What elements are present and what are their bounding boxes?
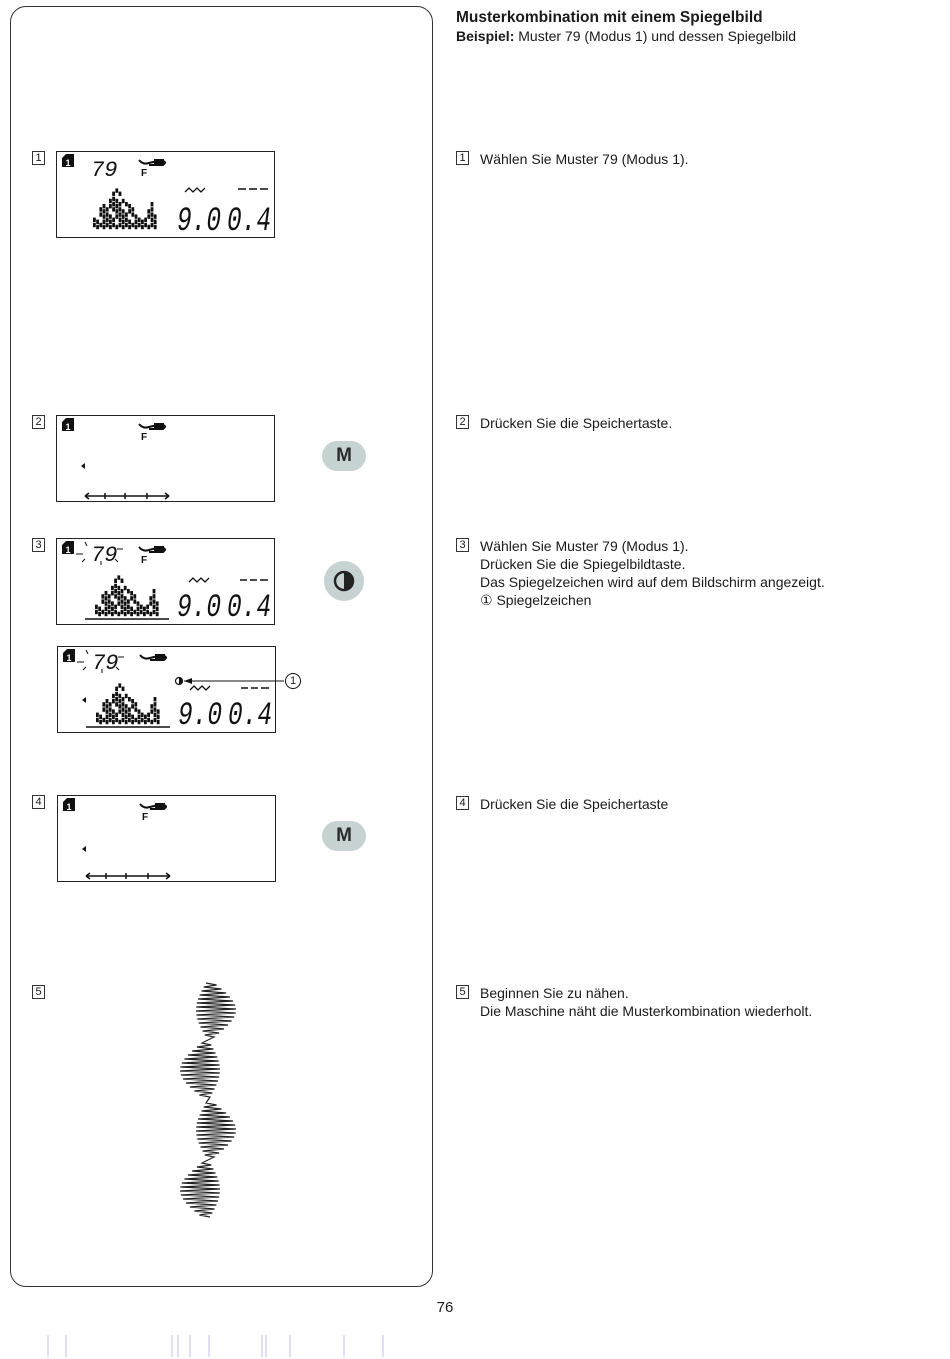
stitch-pattern-icon (96, 683, 160, 724)
step-3-line-1: Wählen Sie Muster 79 (Modus 1). (480, 538, 689, 554)
length-value: 0.4 (228, 697, 272, 734)
mode-badge-icon (62, 541, 74, 555)
step-number-box-4: 4 (32, 795, 45, 809)
memory-track-icon (86, 873, 170, 879)
step-3-line-4: ① Spiegelzeichen (480, 592, 592, 608)
step-number-1: 1 (456, 151, 469, 165)
pattern-number: 79 (91, 158, 118, 183)
width-value: 9.0 (178, 697, 222, 734)
step-number-3: 3 (456, 538, 469, 552)
step-number-box-1: 1 (32, 151, 45, 165)
step-1-line-1: Wählen Sie Muster 79 (Modus 1). (480, 151, 689, 167)
foot-letter: F (141, 168, 148, 179)
section-title: Musterkombination mit einem Spiegelbild (456, 9, 763, 26)
stitch-pattern-icon (93, 188, 157, 229)
mirror-button-icon (324, 561, 364, 601)
svg-text:1: 1 (65, 422, 71, 432)
mirror-image-button[interactable] (324, 561, 364, 601)
width-value: 9.0 (177, 203, 221, 241)
pattern-number: 79 (91, 543, 118, 568)
presser-foot-icon (140, 803, 166, 809)
width-wave-icon (185, 188, 205, 192)
memory-button-label: M (336, 445, 352, 466)
pattern-number: 79 (92, 651, 119, 676)
length-value: 0.4 (227, 589, 271, 626)
mode-badge-icon (62, 154, 74, 168)
memory-button[interactable] (322, 441, 366, 471)
width-value: 9.0 (177, 589, 221, 626)
mode-badge-icon (63, 649, 75, 663)
svg-text:1: 1 (66, 653, 72, 663)
step-number-2: 2 (456, 415, 469, 429)
memory-track-icon (85, 493, 169, 499)
cursor-icon (82, 846, 86, 852)
step-number-box-5: 5 (32, 985, 45, 999)
step-2-line-1: Drücken Sie die Speichertaste. (480, 415, 673, 431)
print-registration-marks (0, 1333, 950, 1359)
example-line (456, 27, 936, 45)
cursor-icon (81, 463, 85, 469)
mode-badge-icon (62, 418, 74, 432)
svg-text:1: 1 (65, 158, 71, 168)
section-header (456, 8, 936, 45)
lcd-display-step-2 (56, 415, 275, 502)
lcd-display-step-4 (57, 795, 276, 882)
example-label: Beispiel: (456, 28, 515, 44)
cursor-icon (82, 697, 86, 703)
callout-number: 1 (289, 675, 297, 687)
step-5-line-2: Die Maschine näht die Musterkombination wiederholt. (480, 1003, 813, 1019)
page-number: 76 (436, 1299, 454, 1316)
lcd-display-step-3a (56, 538, 275, 625)
sewn-stitch-illustration (180, 980, 236, 1230)
step-number-4: 4 (456, 796, 469, 810)
foot-letter: F (141, 555, 148, 566)
length-value: 0.4 (227, 203, 271, 241)
step-3-line-3: Das Spiegelzeichen wird auf dem Bildschirm angezeigt. (480, 574, 825, 590)
step-3-line-2: Drücken Sie die Spiegelbildtaste. (480, 556, 686, 572)
width-wave-icon (189, 578, 209, 582)
presser-foot-icon (139, 546, 165, 552)
memory-button-label: M (336, 825, 352, 846)
mode-badge-icon (63, 798, 75, 812)
lcd-display-step-1 (56, 151, 275, 241)
presser-foot-icon (140, 654, 166, 660)
example-text: Muster 79 (Modus 1) und dessen Spiegelbild (514, 28, 797, 44)
step-number-box-2: 2 (32, 415, 45, 429)
step-4-line-1: Drücken Sie die Speichertaste (480, 796, 669, 812)
step-number-5: 5 (456, 985, 469, 999)
foot-letter: F (141, 432, 148, 443)
presser-foot-icon (139, 159, 165, 165)
memory-button[interactable] (322, 821, 366, 851)
foot-letter: F (142, 812, 149, 823)
step-5-line-1: Beginnen Sie zu nähen. (480, 985, 629, 1001)
svg-text:1: 1 (65, 545, 71, 555)
presser-foot-icon (139, 423, 165, 429)
svg-text:1: 1 (66, 802, 72, 812)
stitch-pattern-icon (95, 575, 159, 616)
step-number-box-3: 3 (32, 538, 45, 552)
